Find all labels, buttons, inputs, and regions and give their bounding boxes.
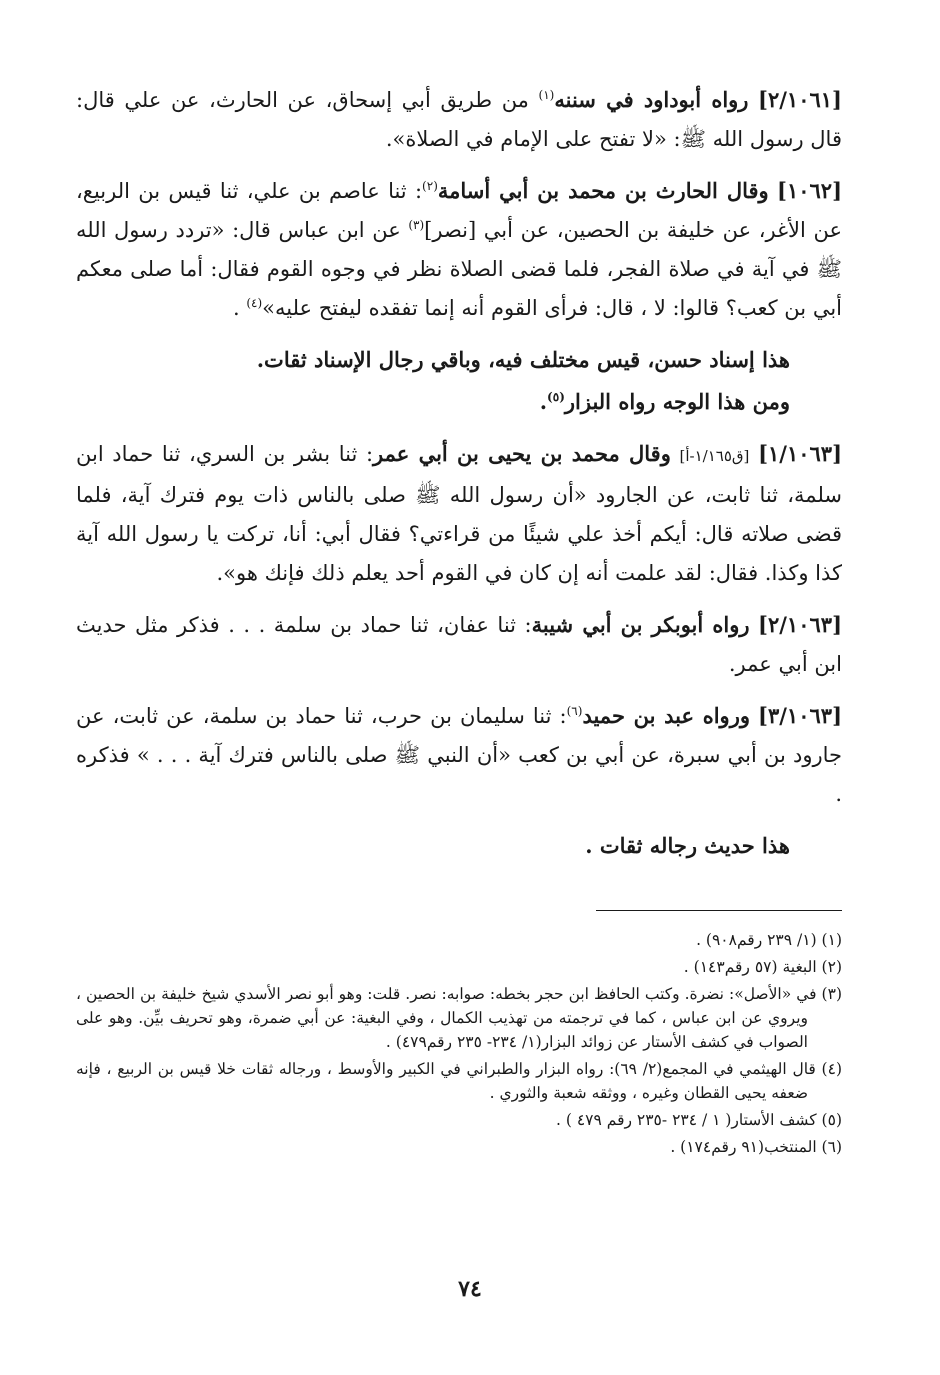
footnote-marker: (٦) [566, 704, 583, 718]
footnote: (٣) في «الأصل»: نضرة. وكتب الحافظ ابن حجر بخطه: صوابه: نصر. قلت: وهو أبو نصر الأسدي شيخ خليفة بن الحصين ، ويروي عن ابن عباس ، كما في ترجمته من تهذيب الكمال ، وفي البغية: عن أبي ضمرة، وهو تحريف بيِّن. وهو على الصواب في كشف الأستار عن زوائد البزار(١/ ٢٣٤- ٢٣٥ رقم٤٧٩) . [76, 985, 842, 1051]
footnote-marker: (١) [538, 88, 555, 102]
hadith-source: وقال محمد بن يحيى بن أبي عمر [373, 441, 671, 466]
source-note-text: ومن هذا الوجه رواه البزار [564, 389, 790, 414]
page-number: ٧٤ [458, 1276, 482, 1302]
hadith-number: [٣/١٠٦٣] [758, 703, 842, 728]
hadith-text: : ثنا بشر بن السري، ثنا حماد ابن سلمة، ثنا ثابت، عن الجارود «أن رسول الله ﷺ صلى بالناس ذات يوم فترك آية، فلما قضى صلاته قال: أيكم أخذ علي شيئًا من قراءتي؟ فقال أبي: أنا، تركت يا رسول الله آية كذا وكذا. فقال: لقد علمت أنه إن كان في القوم أحد يعلم ذلك فإنك هو». [76, 442, 842, 585]
hadith-1061-2 [76, 80, 842, 159]
hadith-source: رواه أبوبكر بن أبي شيبة [531, 612, 750, 637]
footnote: (٢) البغية (٥٧ رقم١٤٣) . [683, 958, 842, 976]
grading-note: هذا إسناد حسن، قيس مختلف فيه، وباقي رجال الإسناد ثقات. [256, 347, 790, 372]
source-note [76, 382, 842, 422]
footnotes [76, 928, 842, 1162]
hadith-number: [٢/١٠٦١] [758, 87, 842, 112]
hadith-1062 [76, 171, 842, 328]
footnote-marker: (٥) [547, 390, 565, 404]
hadith-text: عن ابن عباس قال: «تردد رسول الله ﷺ في آية في صلاة الفجر، فلما قضى الصلاة نظر في وجوه القوم فقال: أما صلى معكم أبي بن كعب؟ قالوا: لا ، قال: فرأى القوم أنه إنما تفقده ليفتح عليه» [76, 218, 842, 320]
footnote-marker: (٤) [246, 296, 263, 310]
hadith-text: : ثنا عاصم بن علي، ثنا قيس بن الربيع، عن الأغر، عن خليفة بن الحصين، عن أبي [نصر] [76, 179, 842, 242]
hadith-end: . [232, 296, 247, 320]
footnote: (٤) قال الهيثمي في المجمع(٢/ ٦٩): رواه البزار والطبراني في الكبير والأوسط ، ورجاله ثقات خلا قيس بن الربيع ، فإنه ضعفه يحيى القطان وغيره ، ووثقه شعبة والثوري . [76, 1060, 842, 1102]
hadith-number: [١٠٦٢] [777, 178, 843, 203]
grading-note: هذا حديث رجاله ثقات . [585, 833, 790, 858]
footnote: (١) (١/ ٢٣٩ رقم٩٠٨) . [696, 931, 842, 949]
footnote-separator [596, 910, 842, 911]
hadith-source: رواه أبوداود في سننه [554, 87, 749, 112]
footnote: (٥) كشف الأستار( ١ / ٢٣٤ -٢٣٥ رقم ٤٧٩ ) . [556, 1111, 842, 1129]
hadith-1063-2 [76, 605, 842, 684]
hadith-source: ورواه عبد بن حميد [582, 703, 750, 728]
hadith-number: [١/١٠٦٣] [758, 441, 843, 466]
hadith-text: : ثنا سليمان بن حرب، ثنا حماد بن سلمة، عن ثابت، عن جارود بن أبي سبرة، عن أبي بن كعب «أن النبي ﷺ صلى بالناس فترك آية . . . » فذكره . [76, 704, 842, 806]
source-note-end: . [539, 389, 548, 414]
manuscript-ref: [ق١/١٦٥-أ] [679, 447, 750, 465]
hadith-text: من طريق أبي إسحاق، عن الحارث، عن علي قال: قال رسول الله ﷺ: «لا تفتح على الإمام في الصلاة». [76, 88, 842, 151]
hadith-1063-1 [76, 434, 842, 593]
footnote: (٦) المنتخب(٩١ رقم١٧٤) . [670, 1138, 842, 1156]
hadith-source: وقال الحارث بن محمد بن أبي أسامة [437, 178, 769, 203]
hadith-number: [٢/١٠٦٣] [758, 612, 842, 637]
hadith-text: : ثنا عفان، ثنا حماد بن سلمة . . . فذكر مثل حديث ابن أبي عمر. [76, 613, 842, 676]
hadith-1063-3 [76, 696, 842, 814]
footnote-marker: (٣) [408, 218, 425, 232]
main-text [76, 80, 842, 868]
footnote-marker: (٢) [422, 179, 438, 193]
